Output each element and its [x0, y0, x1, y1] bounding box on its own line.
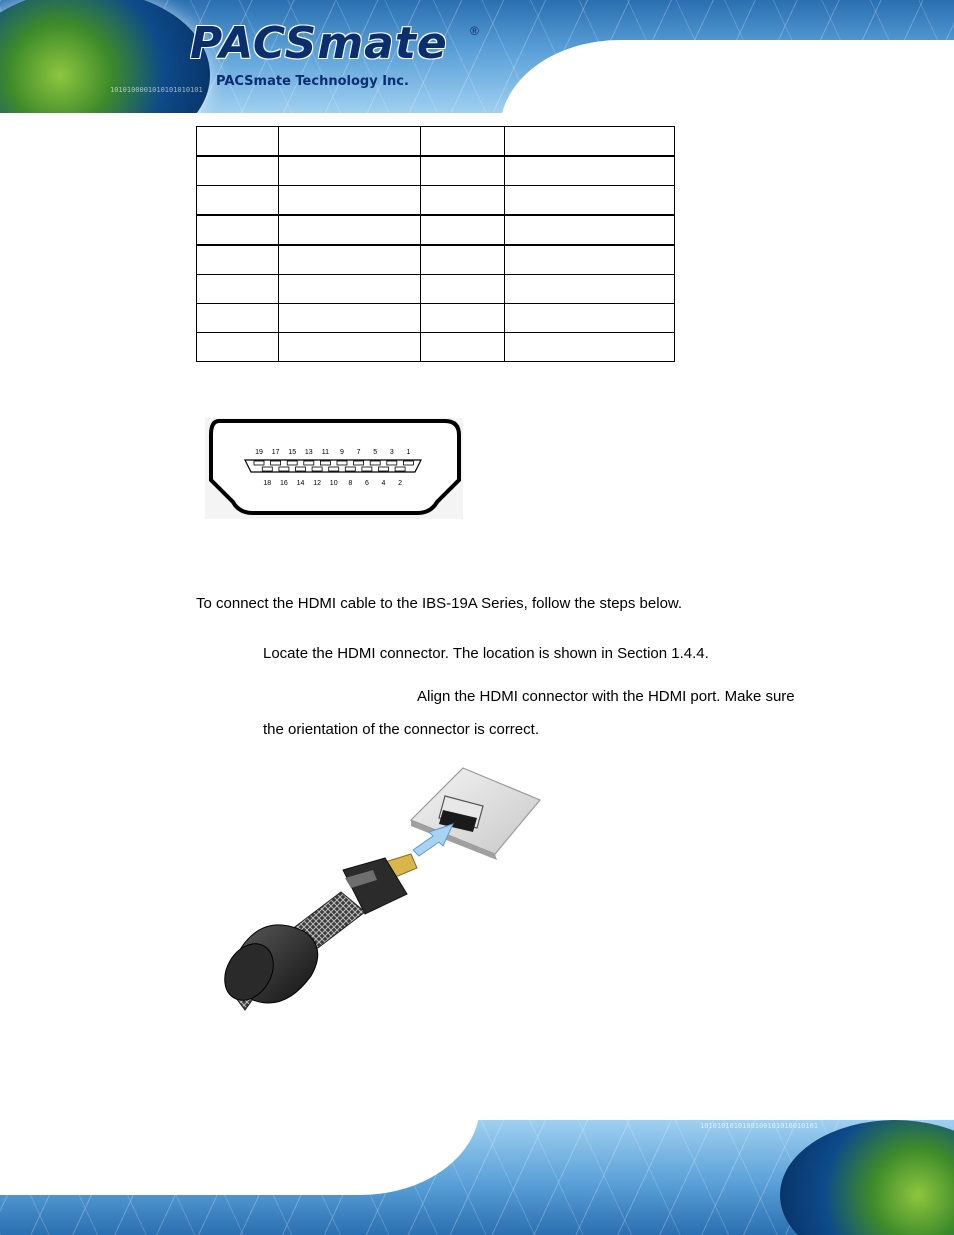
table-cell	[197, 215, 279, 245]
table-cell	[279, 333, 421, 362]
table-cell	[421, 304, 505, 333]
table-cell	[421, 275, 505, 304]
pin-label-bottom: 6	[364, 480, 369, 487]
pin-label-bottom: 18	[263, 480, 272, 487]
pin-contact-top	[271, 461, 281, 465]
pin-label-top: 13	[304, 449, 313, 456]
table-cell	[505, 304, 675, 333]
cable-illustration-svg	[205, 762, 550, 1022]
pin-label-bottom: 10	[329, 480, 338, 487]
pin-contact-bottom	[395, 467, 405, 471]
table-cell	[505, 275, 675, 304]
pin-label-top: 19	[255, 449, 263, 456]
table-cell	[421, 156, 505, 186]
table-cell	[197, 304, 279, 333]
pin-label-bottom: 2	[398, 480, 403, 487]
pin-label-top: 9	[340, 449, 344, 456]
banner-white-curve	[500, 40, 954, 113]
table-cell	[279, 275, 421, 304]
step-2-text-line-1: Align the HDMI connector with the HDMI port. Make sure	[417, 688, 795, 705]
pin-contact-top	[370, 461, 380, 465]
pin-contact-top	[254, 461, 264, 465]
table-cell	[197, 156, 279, 186]
pin-contact-bottom	[296, 467, 306, 471]
table-cell	[197, 127, 279, 157]
table-cell	[279, 156, 421, 186]
pin-label-top: 5	[373, 449, 378, 456]
banner-white-curve	[0, 1120, 480, 1195]
table-cell	[505, 333, 675, 362]
pin-label-top: 11	[321, 449, 330, 456]
table-cell	[279, 127, 421, 157]
step-2-text-line-2: the orientation of the connector is correct.	[263, 721, 539, 738]
table-cell	[421, 245, 505, 275]
pin-contact-top	[387, 461, 397, 465]
footer-banner	[0, 1120, 954, 1235]
pin-contact-bottom	[329, 467, 339, 471]
step-1-text: Locate the HDMI connector. The location is shown in Section 1.4.4.	[263, 645, 709, 662]
pin-label-top: 3	[389, 449, 394, 456]
pin-contact-top	[337, 461, 347, 465]
table-cell	[197, 333, 279, 362]
table-row	[197, 156, 675, 186]
hdmi-cable-connection-illustration	[205, 762, 550, 1022]
hdmi-outline-svg	[205, 418, 463, 519]
pin-contact-bottom	[262, 467, 272, 471]
table-row	[197, 215, 675, 245]
pin-label-top: 17	[271, 449, 280, 456]
registered-mark: ®	[470, 24, 479, 38]
pin-contact-bottom	[362, 467, 372, 471]
pin-contact-top	[320, 461, 330, 465]
table-row	[197, 275, 675, 304]
binary-decoration: 1010100001010101010101	[110, 86, 203, 94]
hdmi-connector-diagram	[205, 418, 463, 519]
table-header-row	[197, 127, 675, 157]
table-cell	[505, 127, 675, 157]
table-cell	[505, 245, 675, 275]
binary-decoration: 1010101010100100101010010101	[700, 1122, 819, 1130]
company-logo: PACSmate	[190, 18, 448, 69]
table-cell	[421, 186, 505, 216]
table-cell	[279, 215, 421, 245]
table-cell	[279, 186, 421, 216]
table-cell	[421, 333, 505, 362]
ferrite-core-icon	[215, 925, 318, 1009]
pin-contact-top	[304, 461, 314, 465]
table-cell	[279, 304, 421, 333]
intro-paragraph: To connect the HDMI cable to the IBS-19A Series, follow the steps below.	[196, 595, 683, 612]
table-cell	[197, 245, 279, 275]
table-cell	[505, 186, 675, 216]
table-cell	[505, 156, 675, 186]
table-cell	[197, 186, 279, 216]
table-cell	[197, 275, 279, 304]
pin-contact-bottom	[345, 467, 355, 471]
pin-label-bottom: 8	[348, 480, 353, 487]
pin-label-bottom: 14	[296, 480, 305, 487]
hdmi-pinout-table	[196, 126, 675, 362]
company-name: PACSmate Technology Inc.	[216, 74, 409, 89]
table-row	[197, 333, 675, 362]
pin-label-bottom: 16	[280, 480, 288, 487]
pin-label-top: 7	[356, 449, 361, 456]
table-cell	[505, 215, 675, 245]
table-cell	[421, 127, 505, 157]
pin-contact-top	[403, 461, 413, 465]
pin-label-bottom: 4	[381, 480, 386, 487]
pin-label-bottom: 12	[313, 480, 321, 487]
table-row	[197, 304, 675, 333]
header-banner	[0, 0, 954, 113]
pin-contact-bottom	[379, 467, 389, 471]
table-row	[197, 245, 675, 275]
pin-contact-top	[287, 461, 297, 465]
pin-label-top: 1	[406, 449, 411, 456]
pin-label-top: 15	[288, 449, 297, 456]
pin-contact-bottom	[312, 467, 322, 471]
pin-contact-top	[354, 461, 364, 465]
table-row	[197, 186, 675, 216]
pin-contact-bottom	[279, 467, 289, 471]
table-cell	[279, 245, 421, 275]
table-cell	[421, 215, 505, 245]
